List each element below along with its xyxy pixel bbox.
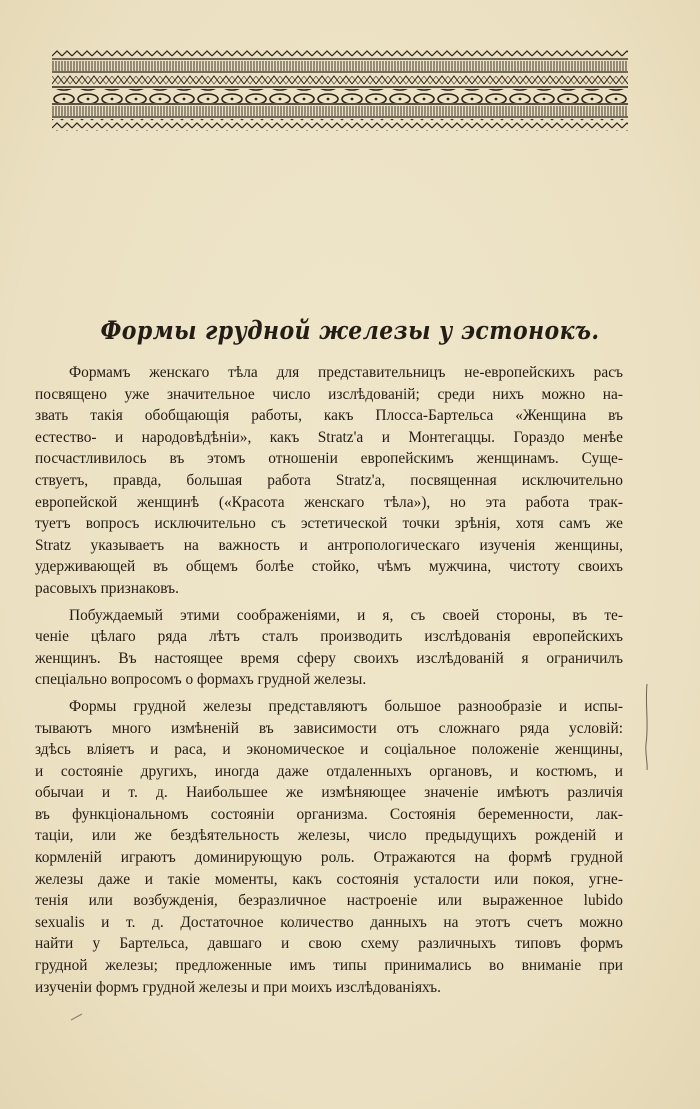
text-line: Побуждаемый этими соображеніями, и я, съ своей стороны, въ те- [69,606,623,624]
text-line: европейской женщинѣ («Красота женскаго тѣла»), но эта работа трак- [35,493,623,511]
text-line: здѣсь вліяетъ и раса, и экономическое и соціальное положеніе женщины, [35,741,623,759]
text-line: расовыхъ признаковъ. [35,579,179,597]
text-line: въ функціональномъ состояніи организма. Состоянія беременности, лак- [35,805,623,823]
paragraph-2 [35,605,623,691]
decorative-header-ornament [52,50,628,132]
text-line: железы даже и такіе моменты, какъ состоянія усталости или покоя, угне- [35,870,623,888]
text-line: найти у Бартельса, давшаго и свою схему различныхъ типовъ формъ [35,935,623,953]
text-line: обычаи и т. д. Наибольшее же измѣняющее значеніе имѣютъ различія [35,784,623,802]
article-body [35,362,623,1003]
text-line: удерживающей въ общемъ болѣе стойко, чѣмъ мужчина, чистоту своихъ [35,558,623,576]
text-line: Stratz указываетъ на важность и антропологическаго изученія женщины, [35,536,623,554]
text-line: естество- и народовѣдѣніи», какъ Stratz'а и Монтегаццы. Гораздо менѣе [35,428,623,446]
paragraph-1 [35,362,623,600]
text-line: тенія или возбужденія, безразличное настроеніе или выраженное lubido [35,892,623,910]
paragraph-3 [35,696,623,998]
text-line: звать такія обобщающія работы, какъ Плосса-Бартельса «Женщина въ [35,407,623,425]
text-line: посчастливилось въ этомъ отношеніи европейскимъ женщинамъ. Суще- [35,450,623,468]
text-line: sexualis и т. д. Достаточное количество данныхъ на этотъ счетъ можно [35,913,623,931]
text-line: Формамъ женскаго тѣла для представительницъ не-европейскихъ расъ [69,364,623,381]
text-line: и состояніе другихъ, иногда даже отдаленныхъ органовъ, и костюмъ, и [35,762,623,780]
text-line: ствуетъ, правда, большая работа Stratz'а, посвященная исключительно [35,471,623,489]
text-line: изученіи формъ грудной железы и при моихъ изслѣдованіяхъ. [35,978,441,996]
text-line: ченіе цѣлаго ряда лѣтъ сталъ производить изслѣдованія европейскихъ [35,628,623,646]
text-line: посвящено уже значительное число изслѣдованій; среди нихъ можно на- [35,385,623,403]
text-line: кормленій играютъ доминирующую роль. Отражаются на формѣ грудной [35,849,623,867]
pencil-margin-mark [643,684,651,770]
text-line: тываютъ много измѣненій въ зависимости отъ сложнаго ряда условій: [35,719,623,737]
text-line: спеціально вопросомъ о формахъ грудной железы. [35,671,367,689]
text-line: Формы грудной железы представляютъ большое разнообразіе и испы- [69,697,623,715]
text-line: грудной железы; предложенные имъ типы принимались во вниманіе при [35,957,623,975]
page-title: Формы грудной железы у эстонокъ. [100,316,600,345]
text-line: туетъ вопросъ исключительно съ эстетической точки зрѣнія, хотя самъ же [35,515,623,533]
text-line: таціи, или же бездѣятельность железы, число предыдущихъ рожденій и [35,827,623,845]
ink-mark [70,1013,84,1021]
text-line: женщинъ. Въ настоящее время сферу своихъ изслѣдованій я ограничилъ [35,649,623,667]
